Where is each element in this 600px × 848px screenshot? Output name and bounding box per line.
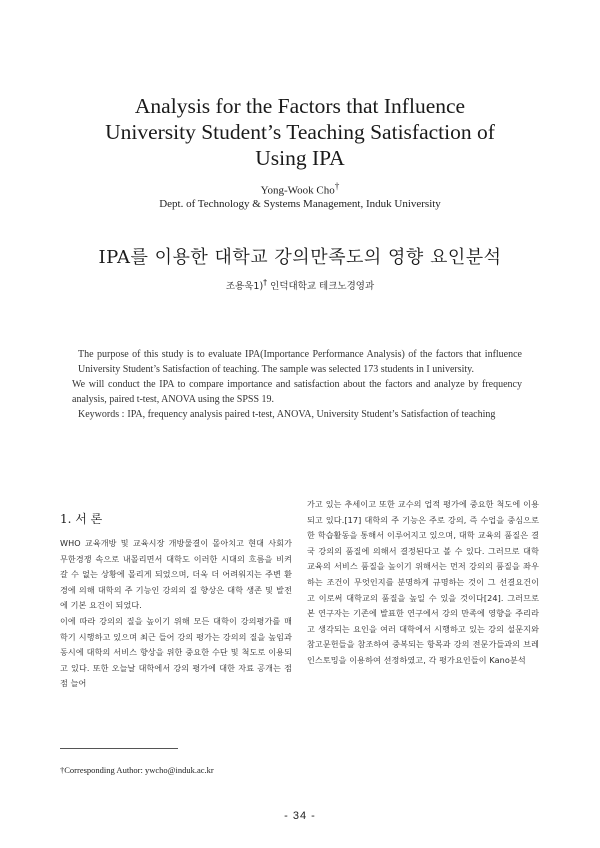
korean-author-mark: † bbox=[263, 278, 268, 287]
page-number: - 34 - bbox=[284, 810, 316, 822]
english-title-line-1: Analysis for the Factors that Influence bbox=[134, 94, 466, 118]
korean-author-name: 조용욱1) bbox=[225, 281, 264, 293]
abstract bbox=[72, 348, 522, 423]
english-title-line-3: Using IPA bbox=[255, 146, 345, 170]
footnote-divider bbox=[60, 748, 178, 749]
keywords-list: IPA, frequency analysis paired t-test, ANOVA, University Student’s Satisfaction of teaching bbox=[127, 409, 496, 420]
body-paragraph: 이에 따라 강의의 질을 높이기 위해 모든 대학이 강의평가를 매 학기 시행하고 있으며 최근 들어 강의 평가는 강의의 질을 높임과 동시에 대학의 서비스 향상을 위한 중요한 수단 및 척도로 이용되고 있다. 또한 오늘날 대학에서 강의 평가에 대한 자료 공개는 점점 늘어 bbox=[60, 615, 292, 689]
body-paragraph: WHO 교육개방 및 교육시장 개방물결이 몰아치고 현대 사회가 무한경쟁 속으로 내몰리면서 대학도 이러한 시대의 흐름을 비켜갈 수 없는 상황에 몰리게 되었으며, 더욱 더 어려워지는 주변 환경에 의해 대학의 주 기능인 강의의 질 향상은 대학 생존 및 발전에 기본 요건이 되었다. bbox=[60, 538, 292, 611]
abstract-paragraph-1: The purpose of this study is to evaluate IPA(Importance Performance Analysis) of the factors that influence University Student’s Satisfaction of teaching. The sample was selected 173 students in I university. bbox=[78, 349, 522, 375]
corresponding-author-mark: † bbox=[334, 181, 340, 191]
english-affiliation: Dept. of Technology & Systems Management, Induk University bbox=[159, 198, 441, 210]
body-left-column bbox=[60, 536, 292, 692]
korean-affiliation: 인덕대학교 테크노경영과 bbox=[270, 281, 375, 293]
keywords-label: Keywords : bbox=[78, 409, 125, 420]
body-right-column bbox=[307, 497, 539, 669]
footnote: †Corresponding Author: ywcho@induk.ac.kr bbox=[60, 765, 214, 775]
english-title-line-2: University Student’s Teaching Satisfaction of bbox=[105, 120, 495, 144]
keywords bbox=[78, 408, 522, 423]
korean-title: IPA를 이용한 대학교 강의만족도의 영향 요인분석 bbox=[98, 247, 502, 268]
korean-author-line bbox=[40, 278, 560, 292]
english-title bbox=[60, 93, 540, 171]
english-author-name: Yong-Wook Cho bbox=[260, 184, 335, 197]
section-heading-introduction: 1. 서 론 bbox=[60, 512, 103, 526]
body-paragraph: 가고 있는 추세이고 또한 교수의 업적 평가에 중요한 척도에 이용되고 있다.[17] 대학의 주 기능은 주로 강의, 즉 수업을 중심으로 한 학습활동을 통해서 이루어지고 있으며, 대학 교육의 품질은 결국 강의의 품질에 의해서 결정된다고 볼 수 있다. 그러므로 대학 교육의 서비스 품질을 높이기 위해서는 먼저 강의의 품질을 좌우하는 조건이 무엇인지를 분명하게 규명하는 것이 그 선결요건이고 이로써 대학교의 품질을 높일 수 있을 것이다[24]. 그러므로 본 연구자는 기존에 발표한 연구에서 강의 만족에 영향을 주리라고 생각되는 요인을 여러 대학에서 시행하고 있는 강의 설문지와 참고문헌들을 참조하여 중복되는 항목과 강의 전문가들과의 브레인스토밍을 이용하여 선정하였고, 각 평가요인들이 Kano분석 bbox=[307, 499, 539, 665]
abstract-paragraph-2: We will conduct the IPA to compare importance and satisfaction about the factors and analyze by frequency analysis, paired t-test, ANOVA using the SPSS 19. bbox=[72, 379, 522, 405]
english-author bbox=[60, 181, 540, 197]
